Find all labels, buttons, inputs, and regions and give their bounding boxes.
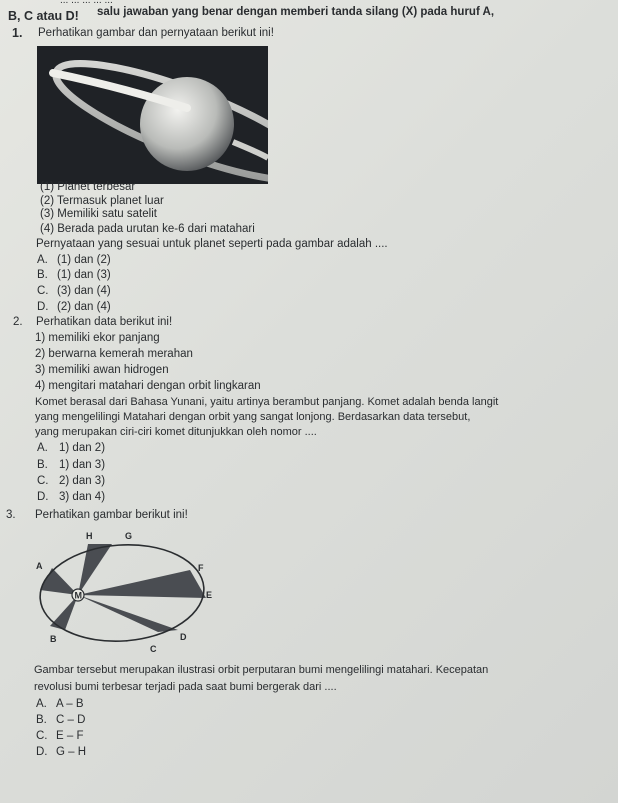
q3-paragraph-line: revolusi bumi terbesar terjadi pada saat bumi bergerak dari .... bbox=[34, 681, 337, 693]
option-letter: D. bbox=[36, 746, 48, 758]
q3-option-c[interactable] bbox=[36, 730, 84, 743]
q2-statement: 1) memiliki ekor panjang bbox=[35, 332, 160, 344]
option-text: A – B bbox=[56, 698, 84, 710]
label-g: G bbox=[125, 531, 133, 541]
label-b: B bbox=[50, 634, 57, 644]
label-a: A bbox=[36, 561, 43, 571]
option-letter: A. bbox=[36, 698, 47, 710]
option-text: 2) dan 3) bbox=[59, 475, 106, 487]
q3-option-d[interactable] bbox=[36, 746, 87, 759]
label-f: F bbox=[198, 563, 204, 573]
q2-prompt: Perhatikan data berikut ini! bbox=[36, 316, 173, 328]
q1-option-d[interactable] bbox=[37, 301, 111, 314]
option-letter: C. bbox=[37, 285, 49, 297]
q2-statement: 2) berwarna kemerah merahan bbox=[35, 348, 193, 360]
orbit-diagram bbox=[30, 530, 230, 660]
q3-number: 3. bbox=[6, 509, 16, 521]
q1-option-b[interactable] bbox=[37, 269, 111, 282]
q2-option-c[interactable] bbox=[37, 475, 106, 488]
sector-a bbox=[40, 568, 78, 595]
q3-paragraph-line: Gambar tersebut merupakan ilustrasi orbit perputaran bumi mengelilingi matahari. Kecepatan bbox=[34, 664, 489, 676]
q1-statement: (1) Planet terbesar bbox=[40, 181, 136, 193]
option-text: (2) dan (4) bbox=[57, 301, 111, 313]
option-text: C – D bbox=[56, 714, 86, 726]
option-letter: B. bbox=[37, 459, 48, 471]
q2-statement: 4) mengitari matahari dengan orbit lingkaran bbox=[35, 380, 261, 392]
q1-statement: (2) Termasuk planet luar bbox=[40, 195, 164, 207]
option-text: (3) dan (4) bbox=[57, 285, 111, 297]
option-letter: C. bbox=[36, 730, 48, 742]
q2-option-d[interactable] bbox=[37, 491, 106, 504]
option-text: 1) dan 2) bbox=[59, 442, 106, 454]
label-d: D bbox=[180, 632, 187, 642]
q3-option-b[interactable] bbox=[36, 714, 86, 727]
q2-statement: 3) memiliki awan hidrogen bbox=[35, 364, 169, 376]
option-letter: B. bbox=[37, 269, 48, 281]
instruction-right: salu jawaban yang benar dengan memberi tanda silang (X) pada huruf A, bbox=[97, 6, 495, 18]
option-letter: A. bbox=[37, 254, 48, 266]
q3-option-a[interactable] bbox=[36, 698, 84, 711]
option-letter: D. bbox=[37, 301, 49, 313]
sector-cd bbox=[78, 595, 178, 632]
q2-paragraph-line: Komet berasal dari Bahasa Yunani, yaitu artinya berambut panjang. Komet adalah benda langit bbox=[35, 396, 499, 408]
q2-paragraph-line: yang mengelilingi Matahari dengan orbit yang sangat lonjong. Berdasarkan data tersebut, bbox=[35, 411, 471, 423]
q1-statement: (4) Berada pada urutan ke-6 dari matahari bbox=[40, 223, 255, 235]
q2-number: 2. bbox=[13, 316, 23, 328]
option-letter: D. bbox=[37, 491, 49, 503]
q2-option-b[interactable] bbox=[37, 459, 106, 472]
option-letter: A. bbox=[37, 442, 48, 454]
q2-option-a[interactable] bbox=[37, 442, 106, 455]
q1-option-a[interactable] bbox=[37, 254, 111, 267]
option-text: (1) dan (3) bbox=[57, 269, 111, 281]
option-text: G – H bbox=[56, 746, 87, 758]
q1-option-c[interactable] bbox=[37, 285, 111, 298]
option-text: 1) dan 3) bbox=[59, 459, 106, 471]
q2-paragraph-line: yang merupakan ciri-ciri komet ditunjukkan oleh nomor .... bbox=[35, 426, 317, 438]
sector-ef bbox=[78, 570, 206, 598]
label-m: M bbox=[74, 590, 82, 601]
q3-prompt: Perhatikan gambar berikut ini! bbox=[35, 509, 188, 521]
option-letter: B. bbox=[36, 714, 47, 726]
saturn-image bbox=[37, 46, 268, 184]
q1-statement: (3) Memiliki satu satelit bbox=[40, 208, 157, 220]
option-letter: C. bbox=[37, 475, 49, 487]
q1-number: 1. bbox=[12, 26, 23, 40]
option-text: 3) dan 4) bbox=[59, 491, 106, 503]
option-text: E – F bbox=[56, 730, 84, 742]
option-text: (1) dan (2) bbox=[57, 254, 111, 266]
label-c: C bbox=[150, 644, 157, 654]
instruction-left: B, C atau D! bbox=[8, 9, 79, 23]
cut-off-text: ... ... ... ... ... bbox=[60, 0, 113, 6]
label-e: E bbox=[206, 590, 213, 600]
q1-prompt: Perhatikan gambar dan pernyataan berikut ini! bbox=[38, 27, 274, 39]
label-h: H bbox=[86, 531, 93, 541]
q1-question: Pernyataan yang sesuai untuk planet seperti pada gambar adalah .... bbox=[36, 238, 388, 250]
